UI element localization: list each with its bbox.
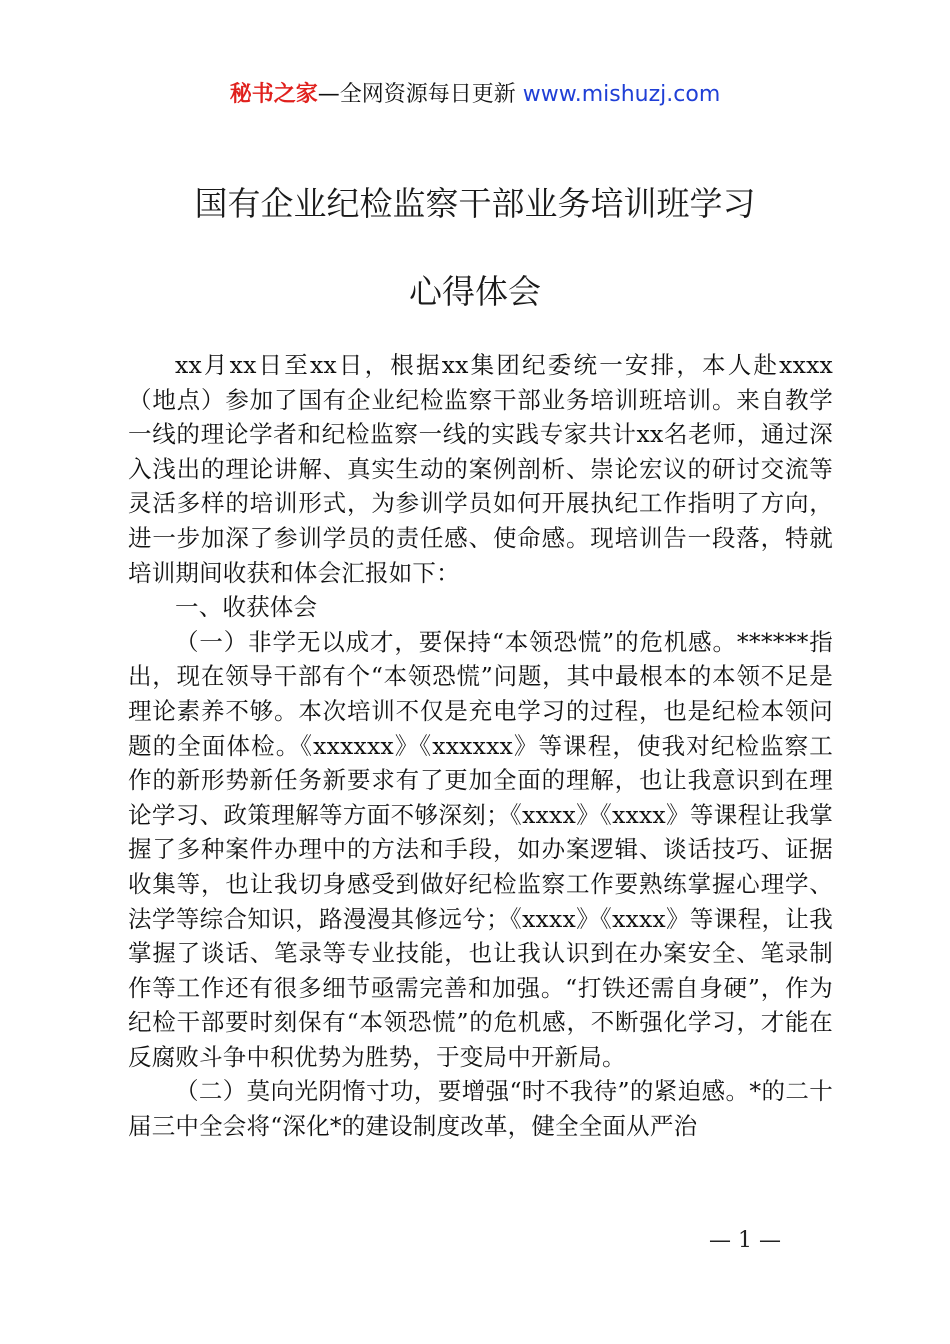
site-banner — [0, 78, 950, 112]
paragraph-section-1: （一）非学无以成才，要保持“本领恐慌”的危机感。******指出，现在领导干部有个“本领恐慌”问题，其中最根本的本领不足是理论素养不够。本次培训不仅是充电学习的过程，也是纪检本领问题的全面体检。《xxxxxx》《xxxxxx》等课程，使我对纪检监察工作的新形势新任务新要求有了更加全面的理解，也让我意识到在理论学习、政策理解等方面不够深刻；《xxxx》《xxxx》等课程让我掌握了多种案件办理中的方法和手段，如办案逻辑、谈话技巧、证据收集等，也让我切身感受到做好纪检监察工作要熟练掌握心理学、法学等综合知识，路漫漫其修远兮；《xxxx》《xxxx》等课程，让我掌握了谈话、笔录等专业技能，也让我认识到在办案安全、笔录制作等工作还有很多细节亟需完善和加强。“打铁还需自身硬”，作为纪检干部要时刻保有“本领恐慌”的危机感，不断强化学习，才能在反腐败斗争中积优势为胜势，于变局中开新局。 — [128, 627, 833, 1071]
document-title-line-2: 心得体会 — [409, 272, 541, 311]
document-title — [0, 160, 950, 336]
document-body — [128, 348, 833, 1144]
site-tagline: —全网资源每日更新 — [317, 82, 516, 107]
site-url[interactable]: www.mishuzj.com — [522, 82, 721, 107]
paragraph-section-2: （二）莫向光阴惰寸功，要增强“时不我待”的紧迫感。*的二十届三中全会将“深化*的建设制度改革，健全全面从严治 — [128, 1077, 833, 1141]
document-title-line-1: 国有企业纪检监察干部业务培训班学习 — [194, 184, 756, 223]
page-number: — 1 — — [709, 1228, 781, 1253]
paragraph-intro: xx月xx日至xx日，根据xx集团纪委统一安排，本人赴xxxx（地点）参加了国有企业纪检监察干部业务培训班培训。来自教学一线的理论学者和纪检监察一线的实践专家共计xx名老师，通过深入浅出的理论讲解、真实生动的案例剖析、崇论宏议的研讨交流等灵活多样的培训形式，为参训学员如何开展执纪工作指明了方向，进一步加深了参训学员的责任感、使命感。现培训告一段落，特就培训期间收获和体会汇报如下： — [128, 351, 833, 587]
site-brand: 秘书之家 — [229, 82, 318, 107]
section-heading: 一、收获体会 — [175, 593, 318, 622]
